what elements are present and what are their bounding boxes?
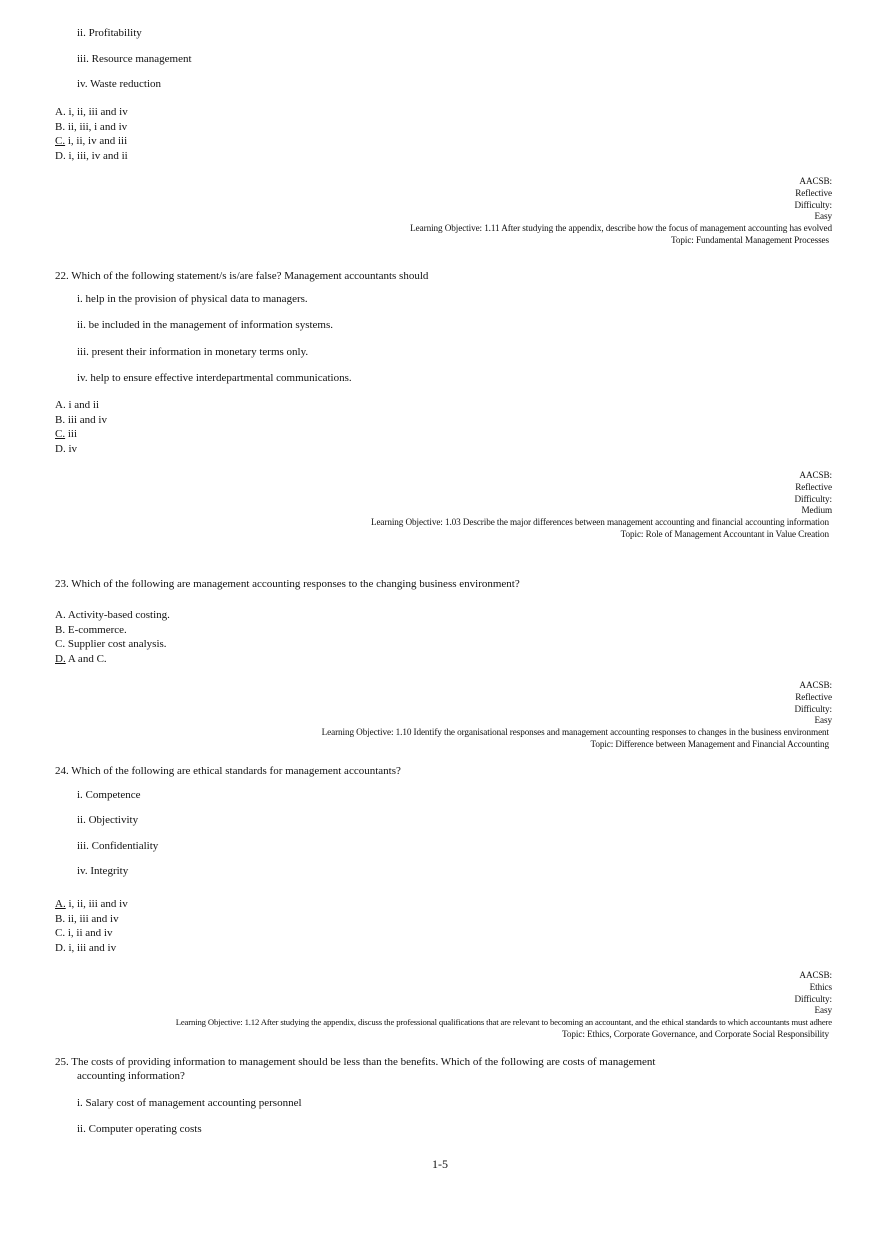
- q24-item-iii: iii. Confidentiality: [77, 840, 159, 852]
- q22-metadata: [371, 470, 832, 541]
- q24-option-b: B. ii, iii and iv: [55, 912, 119, 925]
- q25-question-line1: 25. The costs of providing information to management should be less than the benefits. Which of the following are costs of management: [55, 1056, 656, 1068]
- topic: Topic: Role of Management Accountant in Value Creation: [620, 528, 829, 539]
- q22-option-b: B. iii and iv: [55, 413, 107, 426]
- q23-option-a: A. Activity-based costing.: [55, 609, 170, 621]
- q22-option-d: D. iv: [55, 442, 78, 455]
- aacsb-value: Reflective: [795, 481, 832, 492]
- q23-question: 23. Which of the following are management accounting responses to the changing business environment?: [55, 578, 520, 590]
- q25-item-ii: ii. Computer operating costs: [77, 1123, 202, 1135]
- q24-option-a: A. i, ii, iii and iv: [55, 898, 128, 910]
- learning-objective: Learning Objective: 1.11 After studying the appendix, describe how the focus of management accounting has evolved: [410, 223, 832, 234]
- q24-item-ii: ii. Objectivity: [77, 814, 139, 826]
- q21-option-a: A. i, ii, iii and iv: [55, 106, 128, 118]
- q24-item-i: i. Competence: [77, 789, 141, 801]
- q23-option-b: B. E-commerce.: [55, 623, 127, 636]
- q21-item-ii: ii. Profitability: [77, 27, 142, 39]
- q21-options: [55, 105, 128, 163]
- aacsb-label: AACSB:: [799, 176, 832, 186]
- q21-option-b: B. ii, iii, i and iv: [55, 120, 128, 133]
- q23-option-d: D. A and C.: [55, 652, 107, 665]
- q24-metadata: [176, 970, 832, 1041]
- page-number: 1-5: [432, 1157, 448, 1171]
- q21-option-d: D. i, iii, iv and ii: [55, 149, 128, 162]
- topic: Topic: Difference between Management and Financial Accounting: [590, 738, 829, 749]
- difficulty-value: Easy: [814, 715, 832, 726]
- q22-item-ii: ii. be included in the management of information systems.: [77, 319, 333, 331]
- difficulty-value: Easy: [814, 211, 832, 222]
- aacsb-label: AACSB:: [799, 680, 832, 690]
- difficulty-label: Difficulty:: [794, 493, 832, 504]
- q25-question-line2: accounting information?: [77, 1070, 185, 1082]
- aacsb-value: Reflective: [795, 691, 832, 702]
- correct-answer-marker: C.: [55, 428, 66, 440]
- difficulty-label: Difficulty:: [794, 993, 832, 1004]
- correct-answer-marker: D.: [55, 652, 66, 665]
- q25-item-i: i. Salary cost of management accounting personnel: [77, 1097, 302, 1109]
- aacsb-label: AACSB:: [799, 970, 832, 980]
- q24-item-iv: iv. Integrity: [77, 865, 129, 877]
- learning-objective: Learning Objective: 1.12 After studying the appendix, discuss the professional qualifications that are relevant to becoming an accountant, and the ethical standards to which accountants must adhere: [175, 1017, 832, 1028]
- q23-option-c: C. Supplier cost analysis.: [55, 638, 167, 650]
- difficulty-value: Easy: [814, 1005, 832, 1016]
- difficulty-value: Medium: [801, 505, 832, 516]
- aacsb-value: Reflective: [795, 187, 832, 198]
- q23-metadata: [322, 680, 832, 751]
- q22-option-a: A. i and ii: [55, 399, 100, 411]
- q24-question: 24. Which of the following are ethical standards for management accountants?: [55, 765, 401, 777]
- q24-option-d: D. i, iii and iv: [55, 941, 117, 954]
- q22-options: [55, 398, 107, 456]
- q22-item-i: i. help in the provision of physical data to managers.: [77, 293, 308, 305]
- q21-item-iv: iv. Waste reduction: [77, 78, 162, 90]
- q23-options: [55, 608, 170, 666]
- difficulty-label: Difficulty:: [794, 199, 832, 210]
- difficulty-label: Difficulty:: [794, 703, 832, 714]
- q21-item-iii: iii. Resource management: [77, 53, 192, 65]
- topic: Topic: Fundamental Management Processes: [671, 234, 829, 245]
- q24-option-c: C. i, ii and iv: [55, 927, 113, 939]
- q22-item-iv: iv. help to ensure effective interdepartmental communications.: [77, 372, 352, 384]
- q24-options: [55, 897, 128, 955]
- learning-objective: Learning Objective: 1.03 Describe the major differences between management accounting and financial accounting information: [370, 517, 829, 528]
- topic: Topic: Ethics, Corporate Governance, and Corporate Social Responsibility: [562, 1028, 829, 1039]
- correct-answer-marker: A.: [55, 898, 66, 910]
- learning-objective: Learning Objective: 1.10 Identify the organisational responses and management accounting responses to changes in the business environment: [321, 727, 829, 738]
- aacsb-label: AACSB:: [799, 470, 832, 480]
- aacsb-value: Ethics: [809, 981, 832, 992]
- q21-option-c: C. i, ii, iv and iii: [55, 135, 128, 147]
- q21-metadata: [410, 176, 832, 247]
- q22-question: 22. Which of the following statement/s is/are false? Management accountants should: [55, 270, 429, 282]
- q22-item-iii: iii. present their information in monetary terms only.: [77, 346, 309, 358]
- correct-answer-marker: C.: [55, 135, 66, 147]
- q22-option-c: C. iii: [55, 428, 78, 440]
